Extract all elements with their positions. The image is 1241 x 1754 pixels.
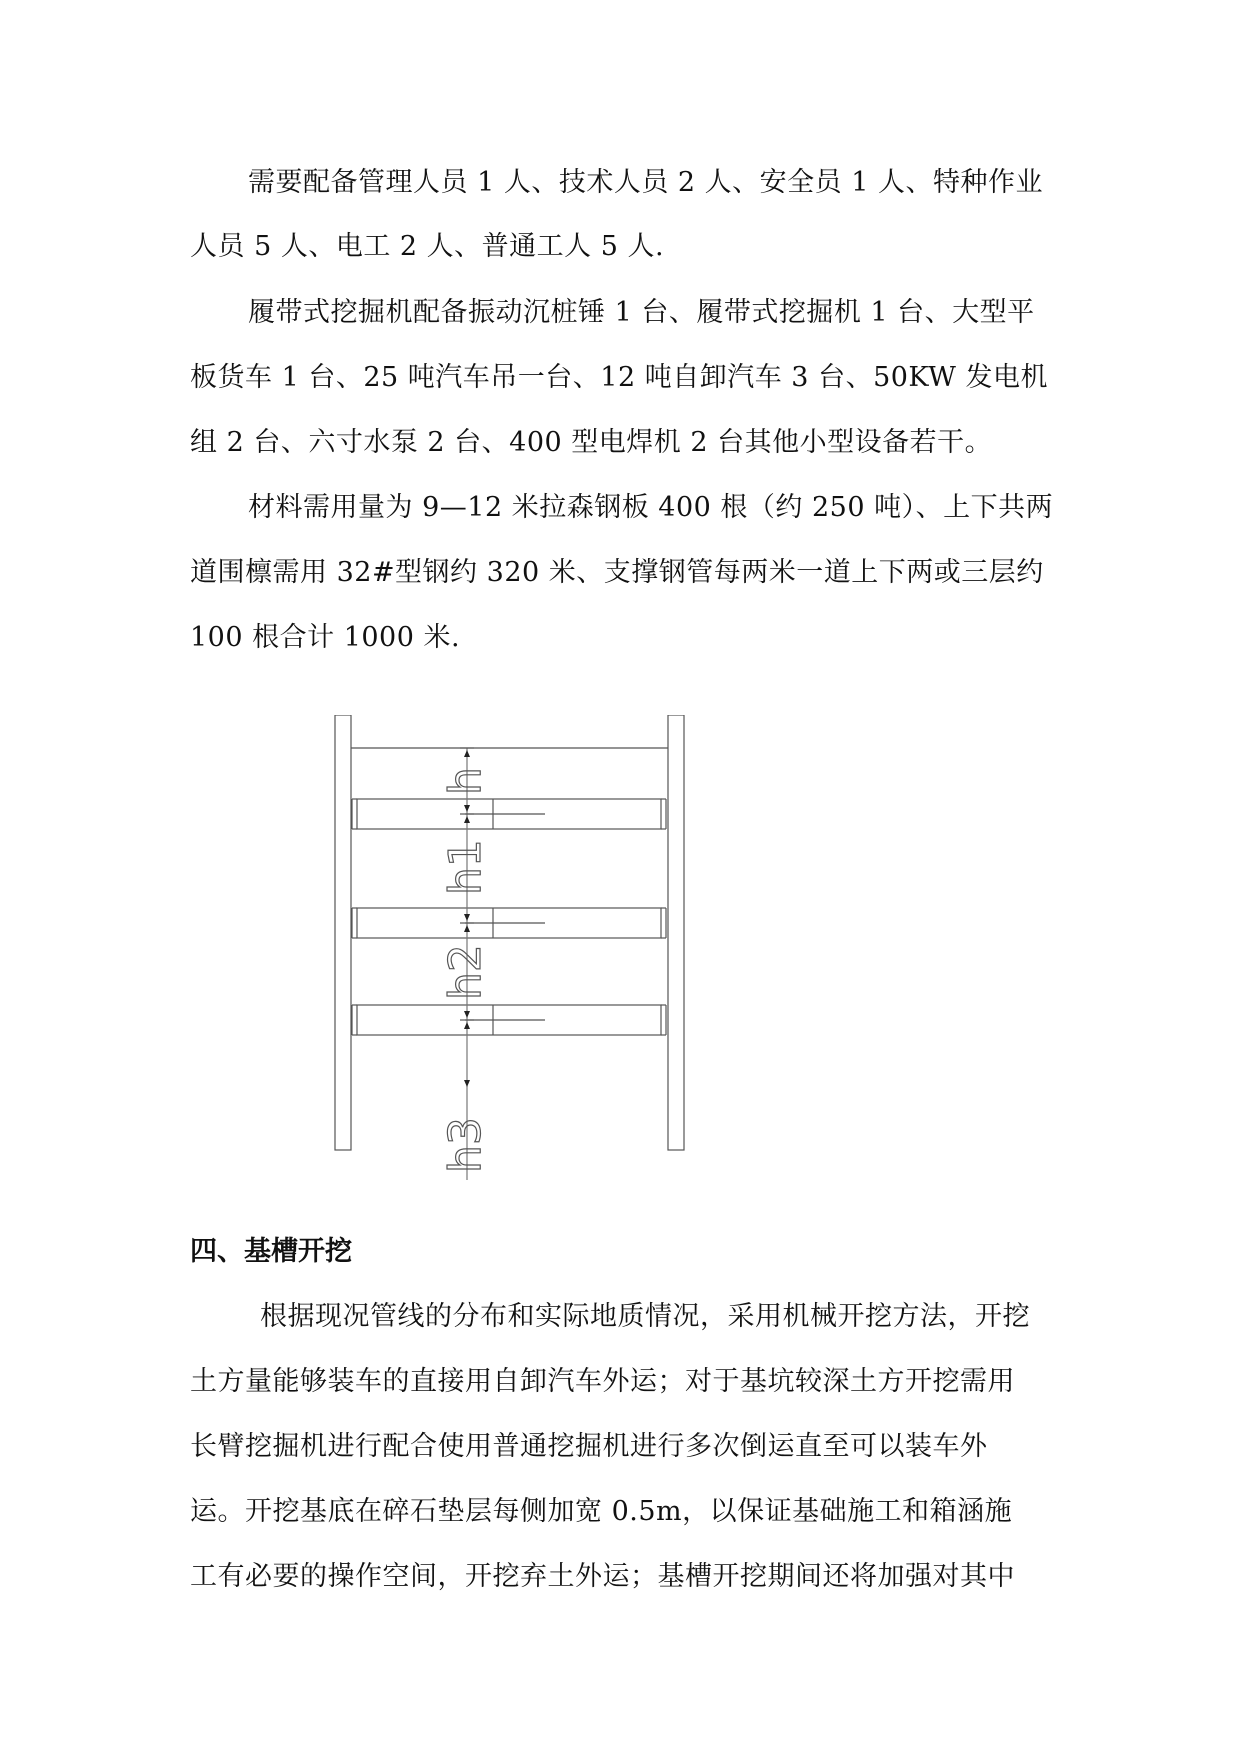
label-h3: h3 [440, 1117, 491, 1173]
strut-level-2 [352, 908, 666, 938]
section-four-line-2: 土方量能够装车的直接用自卸汽车外运；对于基坑较深土方开挖需用 [190, 1366, 1015, 1397]
staff-paragraph-line-1: 需要配备管理人员 1 人、技术人员 2 人、安全员 1 人、特种作业 [248, 167, 1044, 198]
left-sheet-pile [335, 715, 351, 1150]
shoring-diagram [330, 715, 710, 1180]
label-h: h [440, 767, 491, 795]
materials-paragraph-line-3: 100 根合计 1000 米. [190, 622, 461, 653]
right-sheet-pile [668, 715, 684, 1150]
section-four-line-1: 根据现况管线的分布和实际地质情况，采用机械开挖方法，开挖 [260, 1301, 1030, 1332]
strut-level-3 [352, 1005, 666, 1035]
section-four-line-4: 运。开挖基底在碎石垫层每侧加宽 0.5m，以保证基础施工和箱涵施 [190, 1496, 1013, 1527]
materials-paragraph-line-2: 道围檩需用 32#型钢约 320 米、支撑钢管每两米一道上下两或三层约 [190, 557, 1044, 588]
shoring-diagram-svg [330, 715, 710, 1180]
equipment-paragraph-line-1: 履带式挖掘机配备振动沉桩锤 1 台、履带式挖掘机 1 台、大型平 [248, 297, 1035, 328]
label-h2: h2 [440, 944, 491, 1000]
section-four-line-3: 长臂挖掘机进行配合使用普通挖掘机进行多次倒运直至可以装车外 [190, 1431, 988, 1462]
equipment-paragraph-line-2: 板货车 1 台、25 吨汽车吊一台、12 吨自卸汽车 3 台、50KW 发电机 [190, 362, 1048, 393]
staff-paragraph-line-2: 人员 5 人、电工 2 人、普通工人 5 人. [190, 231, 665, 262]
section-heading: 四、基槽开挖 [190, 1236, 352, 1267]
equipment-paragraph-line-3: 组 2 台、六寸水泵 2 台、400 型电焊机 2 台其他小型设备若干。 [190, 427, 993, 458]
section-four-line-5: 工有必要的操作空间，开挖弃土外运；基槽开挖期间还将加强对其中 [190, 1561, 1015, 1592]
label-h1: h1 [440, 839, 491, 895]
strut-level-1 [352, 799, 666, 829]
materials-paragraph-line-1: 材料需用量为 9—12 米拉森钢板 400 根（约 250 吨）、上下共两 [248, 492, 1054, 523]
